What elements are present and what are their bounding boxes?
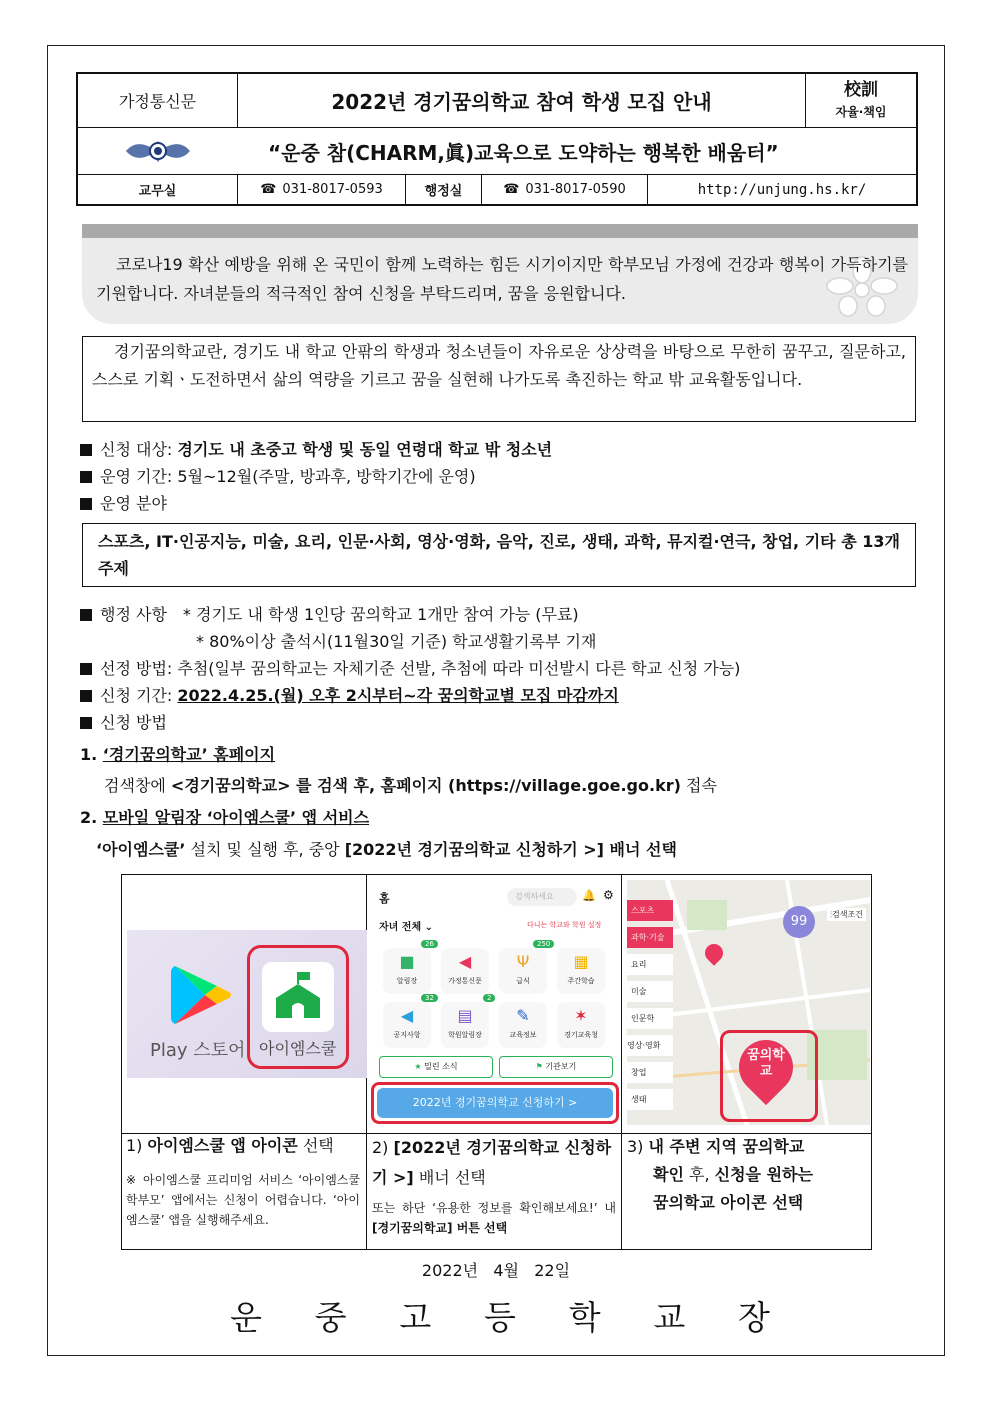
menu-announce[interactable]: [383, 1002, 431, 1048]
fork-icon: Ψ: [516, 952, 530, 971]
tag-humanities[interactable]: 인문학: [627, 1008, 673, 1029]
menu-academy[interactable]: [441, 1002, 489, 1048]
menu-label: 주간학습: [567, 977, 595, 985]
signature-char: 교: [653, 1298, 686, 1337]
slogan: “운중 참(CHARM,眞)교육으로 도약하는 행복한 배움터”: [238, 128, 916, 175]
method2-title: [80, 805, 369, 831]
signature-char: 운: [230, 1298, 262, 1337]
method1-desc-b: <경기꿈의학교> 를 검색 후, 홈페이지 (https://village.goe.go.kr): [170, 776, 681, 795]
method1-desc-a: 검색창에: [104, 776, 171, 795]
item-apply-period: [80, 683, 619, 709]
category-tags: [627, 900, 673, 1110]
play-store-icon: [165, 962, 235, 1028]
caption-2-title: [2022년 경기꿈의학교 신청하기 >]: [372, 1138, 612, 1187]
bell-icon[interactable]: 🔔: [582, 889, 596, 902]
phone-icon: ☎: [260, 182, 277, 197]
institution-label: 기관보기: [545, 1062, 577, 1071]
tag-sports[interactable]: 스포츠: [627, 900, 673, 921]
apply-period-value: 2022.4.25.(월) 오후 2시부터~각 꿈의학교별 모집 마감까지: [177, 686, 619, 705]
gear-icon[interactable]: ⚙: [603, 888, 614, 902]
caption-1-title: 아이엠스쿨 앱 아이콘: [147, 1136, 298, 1155]
caption-2-note-a: 또는 하단 ‘유용한 정보를 확인해보세요!’ 내: [372, 1201, 616, 1215]
caption-1-num: 1): [126, 1136, 148, 1155]
caption-3-a: 내 주변 지역 꿈의학교: [648, 1137, 805, 1156]
flag-icon: ⚑: [535, 1062, 543, 1071]
item-field: [80, 491, 167, 517]
menu-newsletter[interactable]: [441, 948, 489, 994]
apply-period-label: 신청 기간:: [100, 686, 178, 705]
menu-grid: [377, 940, 617, 1060]
tag-video[interactable]: 영상·영화: [627, 1035, 673, 1056]
menu-label: 교육정보: [509, 1031, 537, 1039]
page-title: 2022년 경기꿈의학교 참여 학생 모집 안내: [238, 74, 806, 128]
selection-value: 추첨(일부 꿈의학교는 자체기준 선발, 추첨에 따라 미선발시 다른 학교 신청 가능): [177, 659, 741, 678]
signature-char: 고: [399, 1298, 432, 1337]
signature-char: 중: [314, 1298, 347, 1337]
intro-text: 코로나19 확산 예방을 위해 온 국민이 함께 노력하는 힘든 시기이지만 학부모님 가정에 건강과 행복이 가득하기를 기원합니다. 자녀분들의 적극적인 참여 신청을 부탁드리며, 꿈을 응원합니다.: [96, 255, 908, 303]
bullet-square-icon: [80, 498, 92, 510]
method1-title-text: ‘경기꿈의학교’ 홈페이지: [102, 745, 276, 764]
method2-desc-c: [2022년 경기꿈의학교 신청하기 >] 배너 선택: [344, 840, 677, 859]
phone-icon: ☎: [503, 182, 520, 197]
menu-label: 급식: [516, 977, 530, 985]
caption-1-note: ※ 아이엠스쿨 프리미엄 서비스 ‘아이엠스쿨 학부모’ 앱에서는 신청이 어렵습니다. ‘아이엠스쿨’ 앱을 실행해주세요.: [126, 1173, 360, 1227]
app-home-screenshot: [369, 880, 620, 1128]
caption-2-note: [372, 1198, 616, 1238]
method1-num: 1.: [80, 745, 103, 764]
search-condition-button[interactable]: [827, 908, 866, 921]
caption-2-tail: 배너 선택: [413, 1168, 486, 1187]
badge: 26: [421, 940, 438, 948]
motto-label: 校訓: [844, 79, 878, 100]
child-selector[interactable]: [379, 918, 433, 933]
target-label: 신청 대상:: [100, 440, 178, 459]
caption-1: [126, 1133, 362, 1159]
megaphone-icon: ◀: [458, 952, 472, 971]
office1-label: 교무실: [78, 175, 238, 204]
motto-value: 자율·책임: [835, 104, 887, 119]
signature-char: 학: [568, 1298, 601, 1337]
category-label: 가정통신문: [78, 74, 238, 128]
method2-title-text: 모바일 알림장 ‘아이엠스쿨’ 앱 서비스: [102, 808, 370, 827]
missed-news-label: 밀린 소식: [424, 1062, 458, 1071]
office1-phone: [238, 175, 406, 204]
signature-char: 등: [484, 1298, 516, 1337]
office2-phone-number: 031-8017-0590: [525, 182, 626, 197]
method2-desc-a: ‘아이엠스쿨’: [96, 840, 186, 859]
caption-1-tail: 선택: [297, 1136, 334, 1155]
menu-label: 공지사항: [393, 1031, 421, 1039]
menu-edu-info[interactable]: [499, 1002, 547, 1048]
iamschool-icon[interactable]: [262, 962, 334, 1032]
period-value: 5월~12월(주말, 방과후, 방학기간에 운영): [177, 467, 476, 486]
speaker-icon: ◀: [400, 1006, 414, 1025]
item-apply-method: [80, 710, 167, 736]
menu-label: 학원알림장: [448, 1031, 482, 1039]
method1-desc-c: 접속: [680, 776, 717, 795]
calendar-icon: ▦: [573, 952, 589, 971]
period-label: 운영 기간:: [100, 467, 178, 486]
menu-meal[interactable]: [499, 948, 547, 994]
caption-3-c: 후,: [683, 1165, 715, 1184]
field-label: 운영 분야: [100, 494, 167, 513]
caption-3-num: 3): [627, 1137, 649, 1156]
signature-char: 장: [738, 1298, 770, 1337]
issue-date: 2022년 4월 22일: [421, 1261, 571, 1280]
method2-desc: [96, 837, 677, 863]
institution-button[interactable]: [499, 1056, 613, 1078]
bullet-square-icon: [80, 609, 92, 621]
bullet-square-icon: [80, 663, 92, 675]
motto: [806, 74, 916, 128]
home-title: 홈: [379, 892, 390, 905]
menu-weekly[interactable]: [557, 948, 605, 994]
item-period: [80, 464, 476, 490]
method2-num: 2.: [80, 808, 103, 827]
apply-method-label: 신청 방법: [100, 713, 167, 732]
definition-text: 경기꿈의학교란, 경기도 내 학교 안팎의 학생과 청소년들이 자유로운 상상력을 바탕으로 무한히 꿈꾸고, 질문하고, 스스로 기획ㆍ도전하면서 삶의 역량을 기르고 꿈을 실현해 나가도록 촉진하는 학교 밖 교육활동입니다.: [92, 342, 906, 389]
website-link[interactable]: http://unjung.hs.kr/: [697, 181, 867, 198]
pin-label: 꿈의학교: [747, 1048, 785, 1079]
bullet-square-icon: [80, 690, 92, 702]
office2-phone: [482, 175, 648, 204]
caption-2-note-b: [경기꿈의학교] 버튼 선택: [372, 1221, 508, 1235]
badge: 32: [421, 994, 438, 1002]
target-value: 경기도 내 초중고 학생 및 동일 연령대 학교 밖 청소년: [177, 440, 553, 459]
missed-news-button[interactable]: [379, 1056, 493, 1078]
emblem-icon: [122, 136, 194, 166]
chevron-down-icon: ⌄: [424, 922, 433, 933]
cluster-marker[interactable]: 99: [783, 906, 815, 938]
play-store-label: Play 스토어: [150, 1040, 246, 1061]
method1-desc: [104, 773, 717, 799]
star-icon: ✶: [574, 1006, 588, 1025]
bullet-square-icon: [80, 444, 92, 456]
method1-title: [80, 742, 275, 768]
tag-science[interactable]: 과학·기술: [627, 927, 673, 948]
caption-3-e: 꿈의학교 아이콘 선택: [653, 1193, 804, 1212]
principal-signature: [230, 1292, 770, 1339]
iamschool-label: 아이엠스쿨: [259, 1039, 337, 1058]
caption-2-num: 2): [372, 1138, 394, 1157]
caption-3-b: 확인: [653, 1165, 684, 1184]
school-emblem: [78, 128, 238, 175]
item-selection: [80, 656, 740, 682]
tag-art[interactable]: 미술: [627, 981, 673, 1002]
admin-note-2: * 80%이상 출석시(11월30일 기준) 학교생활기록부 기재: [196, 632, 597, 651]
tag-ecology[interactable]: 생태: [627, 1089, 673, 1110]
dream-school-apply-banner[interactable]: 2022년 경기꿈의학교 신청하기 >: [377, 1088, 613, 1118]
badge: 2: [483, 994, 495, 1002]
other-school-link[interactable]: 다니는 학교와 학원 설정: [527, 921, 602, 929]
menu-label: 가정통신문: [448, 977, 482, 985]
office2-label: 행정실: [406, 175, 482, 204]
star-icon: ★: [414, 1062, 422, 1071]
note-icon: ■: [399, 952, 415, 971]
filter-icon: ⫶: [830, 910, 832, 919]
menu-label: 알림장: [396, 977, 418, 985]
fields-text: 스포츠, IT·인공지능, 미술, 요리, 인문·사회, 영상·영화, 음악, 진로, 생태, 과학, 뮤지컬·연극, 창업, 기타 총 13개 주제: [98, 532, 900, 578]
tag-cooking[interactable]: 요리: [627, 954, 673, 975]
item-admin: [80, 602, 579, 628]
book-icon: ▤: [457, 1006, 473, 1025]
method2-desc-b: 설치 및 실행 후, 중앙: [185, 840, 345, 859]
bullet-square-icon: [80, 717, 92, 729]
office1-phone-number: 031-8017-0593: [282, 182, 383, 197]
search-condition-label: 검색조건: [832, 910, 863, 919]
item-target: [80, 437, 552, 463]
menu-label: 경기교육청: [564, 1031, 598, 1039]
pencil-icon: ✎: [516, 1006, 530, 1025]
menu-notice-board[interactable]: [383, 948, 431, 994]
admin-label: 행정 사항: [100, 605, 167, 624]
menu-office[interactable]: [557, 1002, 605, 1048]
banner-topbar: [82, 224, 918, 238]
badge: 250: [533, 940, 554, 948]
admin-note-1: * 경기도 내 학생 1인당 꿈의학교 1개만 참여 가능 (무료): [182, 605, 579, 624]
bullet-square-icon: [80, 471, 92, 483]
caption-3: [627, 1133, 867, 1217]
school-building-icon: [262, 962, 334, 1032]
child-selector-label: 자녀 전체: [379, 922, 422, 933]
tag-startup[interactable]: 창업: [627, 1062, 673, 1083]
home-search-input[interactable]: 검색하세요: [507, 888, 577, 906]
caption-3-d: 신청을 원하는: [714, 1165, 813, 1184]
map-screenshot: [627, 880, 870, 1125]
header-table: [76, 72, 918, 206]
caption-2: [372, 1133, 612, 1193]
selection-label: 선정 방법:: [100, 659, 178, 678]
